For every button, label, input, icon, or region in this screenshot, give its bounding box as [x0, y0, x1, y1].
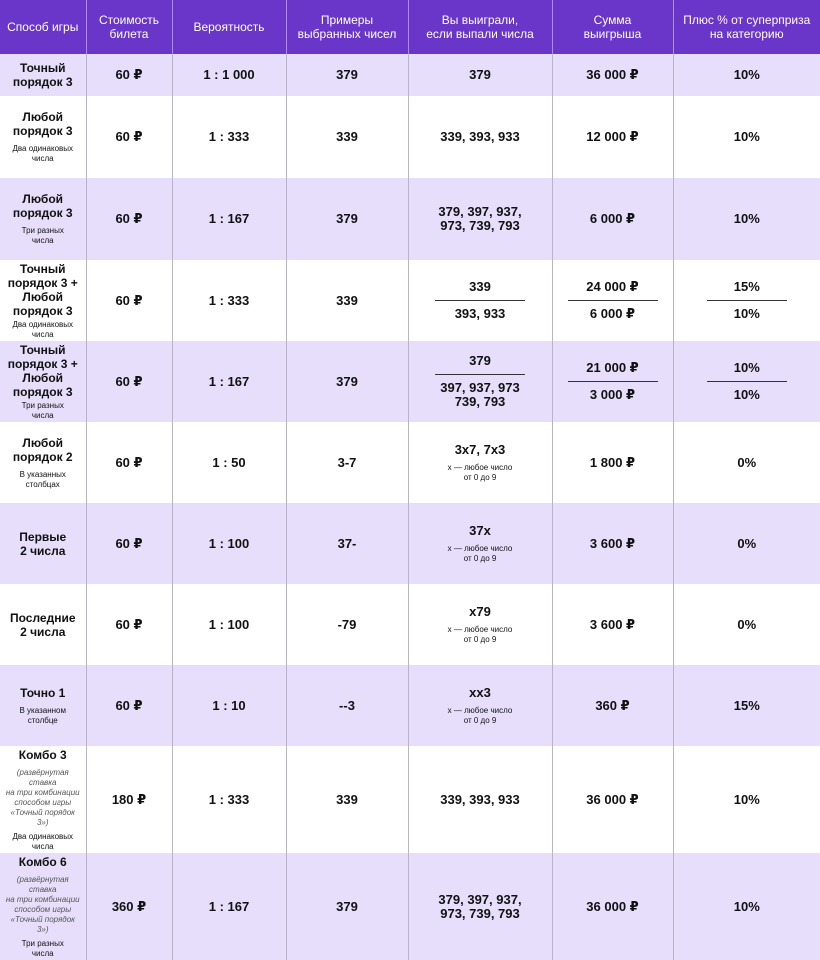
price-cell: 60 ₽ — [86, 96, 172, 178]
game-method-cell — [0, 178, 86, 260]
price-cell: 60 ₽ — [86, 422, 172, 503]
example-cell: 37- — [286, 503, 408, 584]
game-method-sub: В указанном столбце — [19, 705, 66, 725]
header-winning-numbers: Вы выиграли, если выпали числа — [408, 0, 552, 54]
game-method-cell — [0, 341, 86, 422]
win-value: хх3 — [469, 684, 491, 700]
odds-cell: 1 : 333 — [172, 746, 286, 853]
table-row — [0, 178, 820, 260]
sum-top: 21 000 ₽ — [568, 361, 658, 382]
odds-cell: 1 : 100 — [172, 503, 286, 584]
bonus-cell: 0% — [673, 422, 820, 503]
sum-cell: 6 000 ₽ — [552, 178, 673, 260]
game-method-sub: Три разных числа — [21, 226, 64, 245]
game-method-name: Первые 2 числа — [19, 529, 67, 558]
table-row — [0, 260, 820, 341]
sum-split — [557, 280, 669, 321]
game-method-name: Комбо 3 — [18, 747, 67, 762]
win-split — [413, 280, 548, 321]
win-cell — [408, 503, 552, 584]
table-row — [0, 54, 820, 96]
win-note: х — любое число от 0 до 9 — [447, 462, 513, 482]
sum-cell: 3 600 ₽ — [552, 584, 673, 665]
win-note: х — любое число от 0 до 9 — [447, 705, 513, 725]
price-cell: 60 ₽ — [86, 341, 172, 422]
game-method-name: Последние 2 числа — [9, 610, 76, 639]
example-cell: 379 — [286, 54, 408, 96]
game-method-desc: (развёрнутая ставка на три комбинации способом игры «Точный порядок 3») — [5, 874, 80, 934]
win-cell — [408, 422, 552, 503]
game-method-cell — [0, 665, 86, 746]
table-row — [0, 503, 820, 584]
game-method-sub: Два одинаковых числа — [12, 144, 74, 163]
table-row — [0, 422, 820, 503]
game-method-name: Любой порядок 3 — [12, 110, 73, 138]
header-ticket-price: Стоимость билета — [86, 0, 172, 54]
bonus-cell: 10% — [673, 853, 820, 960]
bonus-cell: 10% — [673, 54, 820, 96]
sum-cell: 36 000 ₽ — [552, 853, 673, 960]
game-method-cell — [0, 584, 86, 665]
sum-bottom: 3 000 ₽ — [589, 387, 636, 402]
bonus-top: 10% — [707, 361, 787, 382]
price-cell: 60 ₽ — [86, 178, 172, 260]
table-row — [0, 853, 820, 960]
table-row — [0, 584, 820, 665]
price-cell: 60 ₽ — [86, 54, 172, 96]
game-method-name: Точный порядок 3 — [12, 61, 73, 89]
bonus-cell: 10% — [673, 96, 820, 178]
price-cell: 60 ₽ — [86, 584, 172, 665]
example-cell: -79 — [286, 584, 408, 665]
win-value: 3х7, 7х3 — [454, 441, 506, 457]
game-method-sub: Три разных числа — [21, 400, 64, 420]
sum-cell — [552, 341, 673, 422]
sum-cell: 36 000 ₽ — [552, 746, 673, 853]
price-cell: 360 ₽ — [86, 853, 172, 960]
example-cell: 339 — [286, 96, 408, 178]
bonus-cell: 0% — [673, 503, 820, 584]
sum-top: 24 000 ₽ — [568, 280, 658, 301]
game-method-name: Любой порядок 3 — [12, 192, 73, 220]
game-method-cell — [0, 422, 86, 503]
win-value: 37х — [469, 522, 491, 538]
bonus-cell: 10% — [673, 178, 820, 260]
bonus-cell — [673, 260, 820, 341]
win-value: х79 — [469, 603, 491, 619]
game-method-cell — [0, 746, 86, 853]
sum-cell — [552, 260, 673, 341]
game-method-name: Любой порядок 2 — [12, 435, 73, 464]
example-cell: 379 — [286, 853, 408, 960]
game-method-cell — [0, 853, 86, 960]
sum-cell: 360 ₽ — [552, 665, 673, 746]
example-cell: 379 — [286, 341, 408, 422]
bonus-cell — [673, 341, 820, 422]
example-cell: --3 — [286, 665, 408, 746]
bonus-top: 15% — [707, 280, 787, 301]
sum-split — [557, 361, 669, 402]
odds-cell: 1 : 333 — [172, 96, 286, 178]
win-cell: 379, 397, 937, 973, 739, 793 — [408, 853, 552, 960]
odds-cell: 1 : 100 — [172, 584, 286, 665]
example-cell: 3-7 — [286, 422, 408, 503]
example-cell: 339 — [286, 260, 408, 341]
game-method-desc: (развёрнутая ставка на три комбинации способом игры «Точный порядок 3») — [5, 767, 80, 827]
bonus-split — [678, 280, 817, 321]
table-row — [0, 665, 820, 746]
price-cell: 180 ₽ — [86, 746, 172, 853]
header-row — [0, 0, 820, 54]
win-note: х — любое число от 0 до 9 — [447, 624, 513, 644]
table-row — [0, 746, 820, 853]
odds-cell: 1 : 167 — [172, 341, 286, 422]
game-method-name: Точный порядок 3 + Любой порядок 3 — [7, 342, 78, 399]
table-row — [0, 341, 820, 422]
bonus-bottom: 10% — [733, 387, 760, 402]
header-probability: Вероятность — [172, 0, 286, 54]
win-cell — [408, 584, 552, 665]
game-method-sub: Два одинаковых числа — [12, 831, 74, 851]
win-cell — [408, 341, 552, 422]
win-bottom: 397, 937, 973 739, 793 — [440, 380, 520, 409]
game-method-sub: Два одинаковых числа — [12, 319, 74, 339]
bonus-split — [678, 361, 817, 402]
table-row — [0, 96, 820, 178]
win-cell: 339, 393, 933 — [408, 96, 552, 178]
sum-bottom: 6 000 ₽ — [589, 306, 636, 321]
game-method-name: Точный порядок 3 + Любой порядок 3 — [7, 261, 78, 318]
game-method-cell — [0, 54, 86, 96]
bonus-cell: 10% — [673, 746, 820, 853]
win-cell: 379 — [408, 54, 552, 96]
game-method-name: Точно 1 — [20, 685, 66, 700]
bonus-cell: 0% — [673, 584, 820, 665]
sum-cell: 12 000 ₽ — [552, 96, 673, 178]
price-cell: 60 ₽ — [86, 665, 172, 746]
price-cell: 60 ₽ — [86, 503, 172, 584]
game-method-name: Комбо 6 — [18, 854, 67, 869]
win-note: х — любое число от 0 до 9 — [447, 543, 513, 563]
odds-cell: 1 : 333 — [172, 260, 286, 341]
odds-cell: 1 : 167 — [172, 853, 286, 960]
win-cell: 339, 393, 933 — [408, 746, 552, 853]
win-top: 379 — [435, 354, 525, 375]
sum-cell: 3 600 ₽ — [552, 503, 673, 584]
odds-cell: 1 : 50 — [172, 422, 286, 503]
win-split — [413, 354, 548, 409]
sum-cell: 1 800 ₽ — [552, 422, 673, 503]
odds-cell: 1 : 167 — [172, 178, 286, 260]
odds-cell: 1 : 10 — [172, 665, 286, 746]
game-method-cell — [0, 503, 86, 584]
win-cell — [408, 665, 552, 746]
example-cell: 339 — [286, 746, 408, 853]
example-cell: 379 — [286, 178, 408, 260]
bonus-cell: 15% — [673, 665, 820, 746]
game-method-sub: В указанных столбцах — [19, 469, 66, 489]
game-method-cell — [0, 260, 86, 341]
bonus-bottom: 10% — [733, 306, 760, 321]
win-bottom: 393, 933 — [454, 306, 506, 321]
game-method-cell — [0, 96, 86, 178]
game-method-sub: Три разных числа — [21, 938, 64, 958]
header-example-numbers: Примеры выбранных чисел — [286, 0, 408, 54]
sum-cell: 36 000 ₽ — [552, 54, 673, 96]
header-game-method: Способ игры — [0, 0, 86, 54]
header-superprize-percent: Плюс % от суперприза на категорию — [673, 0, 820, 54]
win-top: 339 — [435, 280, 525, 301]
odds-cell: 1 : 1 000 — [172, 54, 286, 96]
header-prize-amount: Сумма выигрыша — [552, 0, 673, 54]
price-cell: 60 ₽ — [86, 260, 172, 341]
win-cell — [408, 260, 552, 341]
win-cell: 379, 397, 937, 973, 739, 793 — [408, 178, 552, 260]
